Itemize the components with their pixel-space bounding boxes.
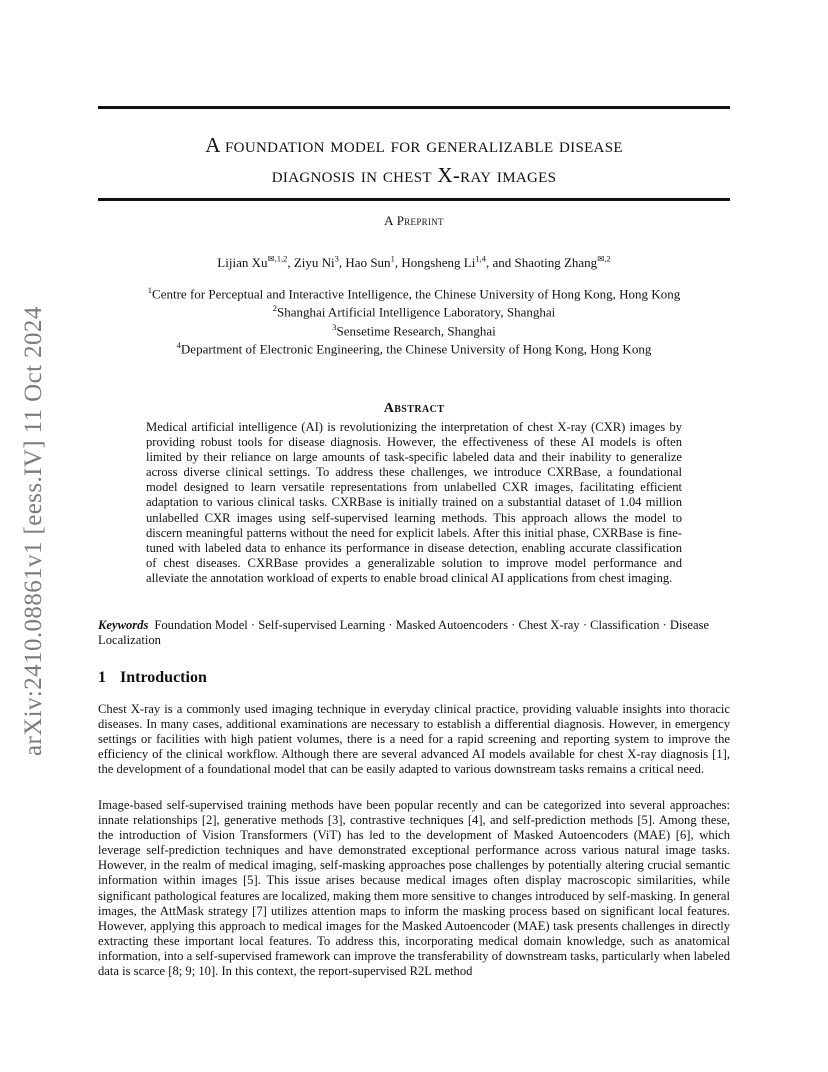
- affiliation: $^3$Sensetime Research, Shanghai: [332, 321, 496, 338]
- arxiv-identifier: arXiv:2410.08861v1 [eess.IV] 11 Oct 2024: [20, 306, 47, 756]
- affiliation: $^4$Department of Electronic Engineering, the Chinese University of Hong Kong, Hong Kong: [176, 339, 652, 357]
- keywords-label: Keywords: [98, 618, 149, 632]
- author: Hao Sun$^1$,: [345, 254, 402, 271]
- abstract-body: Medical artificial intelligence (AI) is revolutionizing the interpretation of chest X-ray (CXR) images by providing robust tools for disease diagnosis. However, the effectiveness of these AI models is often limited by their reliance on large amounts of task-specific labeled data and their inability to generalize across diverse clinical settings. To address these challenges, we introduce CXRBase, a foundational model designed to learn versatile representations from unlabelled CXR images, facilitating efficient adaptation to various clinical tasks. CXRBase is initially trained on a substantial dataset of 1.04 million unlabelled CXR images using self-supervised learning methods. This approach allows the model to discern meaningful patterns without the need for explicit labels. After this initial phase, CXRBase is fine-tuned with labeled data to enhance its performance in disease detection, enabling accurate classification of chest diseases. CXRBase provides a generalizable solution to improve model performance and alleviate the annotation workload of experts to enable broad clinical AI applications from chest imaging.: [146, 420, 682, 585]
- intro-paragraph-2: Image-based self-supervised training methods have been popular recently and can be categorized into several approaches: innate relationships [2], generative methods [3], contrastive techniques [4], and self-prediction methods [5]. Among these, the introduction of Vision Transformers (ViT) has led to the development of Masked Autoencoders (MAE) [6], which leverage self-prediction techniques and have demonstrated exceptional performance across various natural image tasks. However, in the realm of medical imaging, self-masking approaches pose challenges by potentially altering crucial semantic information within images [5]. This issue arises because medical images often display macroscopic similarities, while significant pathological features are localized, making them more sensitive to changes introduced by self-masking. In general images, the AttMask strategy [7] utilizes attention maps to inform the masking process based on significant local features. However, applying this approach to medical images for the Masked Autoencoder (MAE) task presents challenges in directly extracting these important local features. To address this, incorporating medical domain knowledge, such as anatomical information, into a self-supervised framework can improve the transferability of downstream tasks, particularly when labeled data is scarce [8; 9; 10]. In this context, the report-supervised R2L method: [98, 798, 730, 979]
- author: Shaoting Zhang$^{✉,2}$: [514, 254, 611, 271]
- keywords: [98, 618, 730, 648]
- intro-paragraph-1: Chest X-ray is a commonly used imaging technique in everyday clinical practice, providing valuable insights into thoracic diseases. In many cases, additional examinations are necessary to establish a differential diagnosis. However, in emergency settings or facilities with high patient volumes, there is a need for a rapid screening and reporting system to improve the efficiency of the clinical workflow. Although there are several advanced AI models available for chest X-ray diagnosis [1], the development of a foundational model that can be easily adapted to various downstream tasks remains a critical need.: [98, 702, 730, 777]
- author: Ziyu Ni$^3$,: [293, 254, 346, 271]
- title-rule-top: [98, 106, 730, 109]
- section-heading-introduction: [98, 669, 730, 687]
- affiliation: $^1$Centre for Perceptual and Interactive Intelligence, the Chinese University of Hong Kong, Hong Kong: [147, 285, 681, 302]
- keywords-text: Foundation Model · Self-supervised Learning · Masked Autoencoders · Chest X-ray · Classification · Disease Localization: [98, 618, 710, 648]
- author-list: [98, 254, 730, 271]
- author: Lijian $Xu^{✉,1,2}$,: [217, 254, 294, 271]
- affiliation-list: [98, 283, 730, 356]
- title-line-1: A foundation model for generalizable disease: [205, 133, 623, 157]
- section-title: Introduction: [120, 669, 207, 686]
- preprint-label: A Preprint: [384, 213, 444, 228]
- abstract-heading: Abstract: [383, 401, 445, 416]
- author: Hongsheng Li$^{1,4}$, and: [401, 254, 515, 271]
- affiliation: $^2$Shanghai Artificial Intelligence Laboratory, Shanghai: [272, 303, 556, 320]
- section-number: 1: [98, 669, 106, 686]
- title-rule-bottom: [98, 198, 730, 201]
- paper-title: [98, 130, 730, 190]
- title-line-2: diagnosis in chest X-ray images: [271, 163, 557, 187]
